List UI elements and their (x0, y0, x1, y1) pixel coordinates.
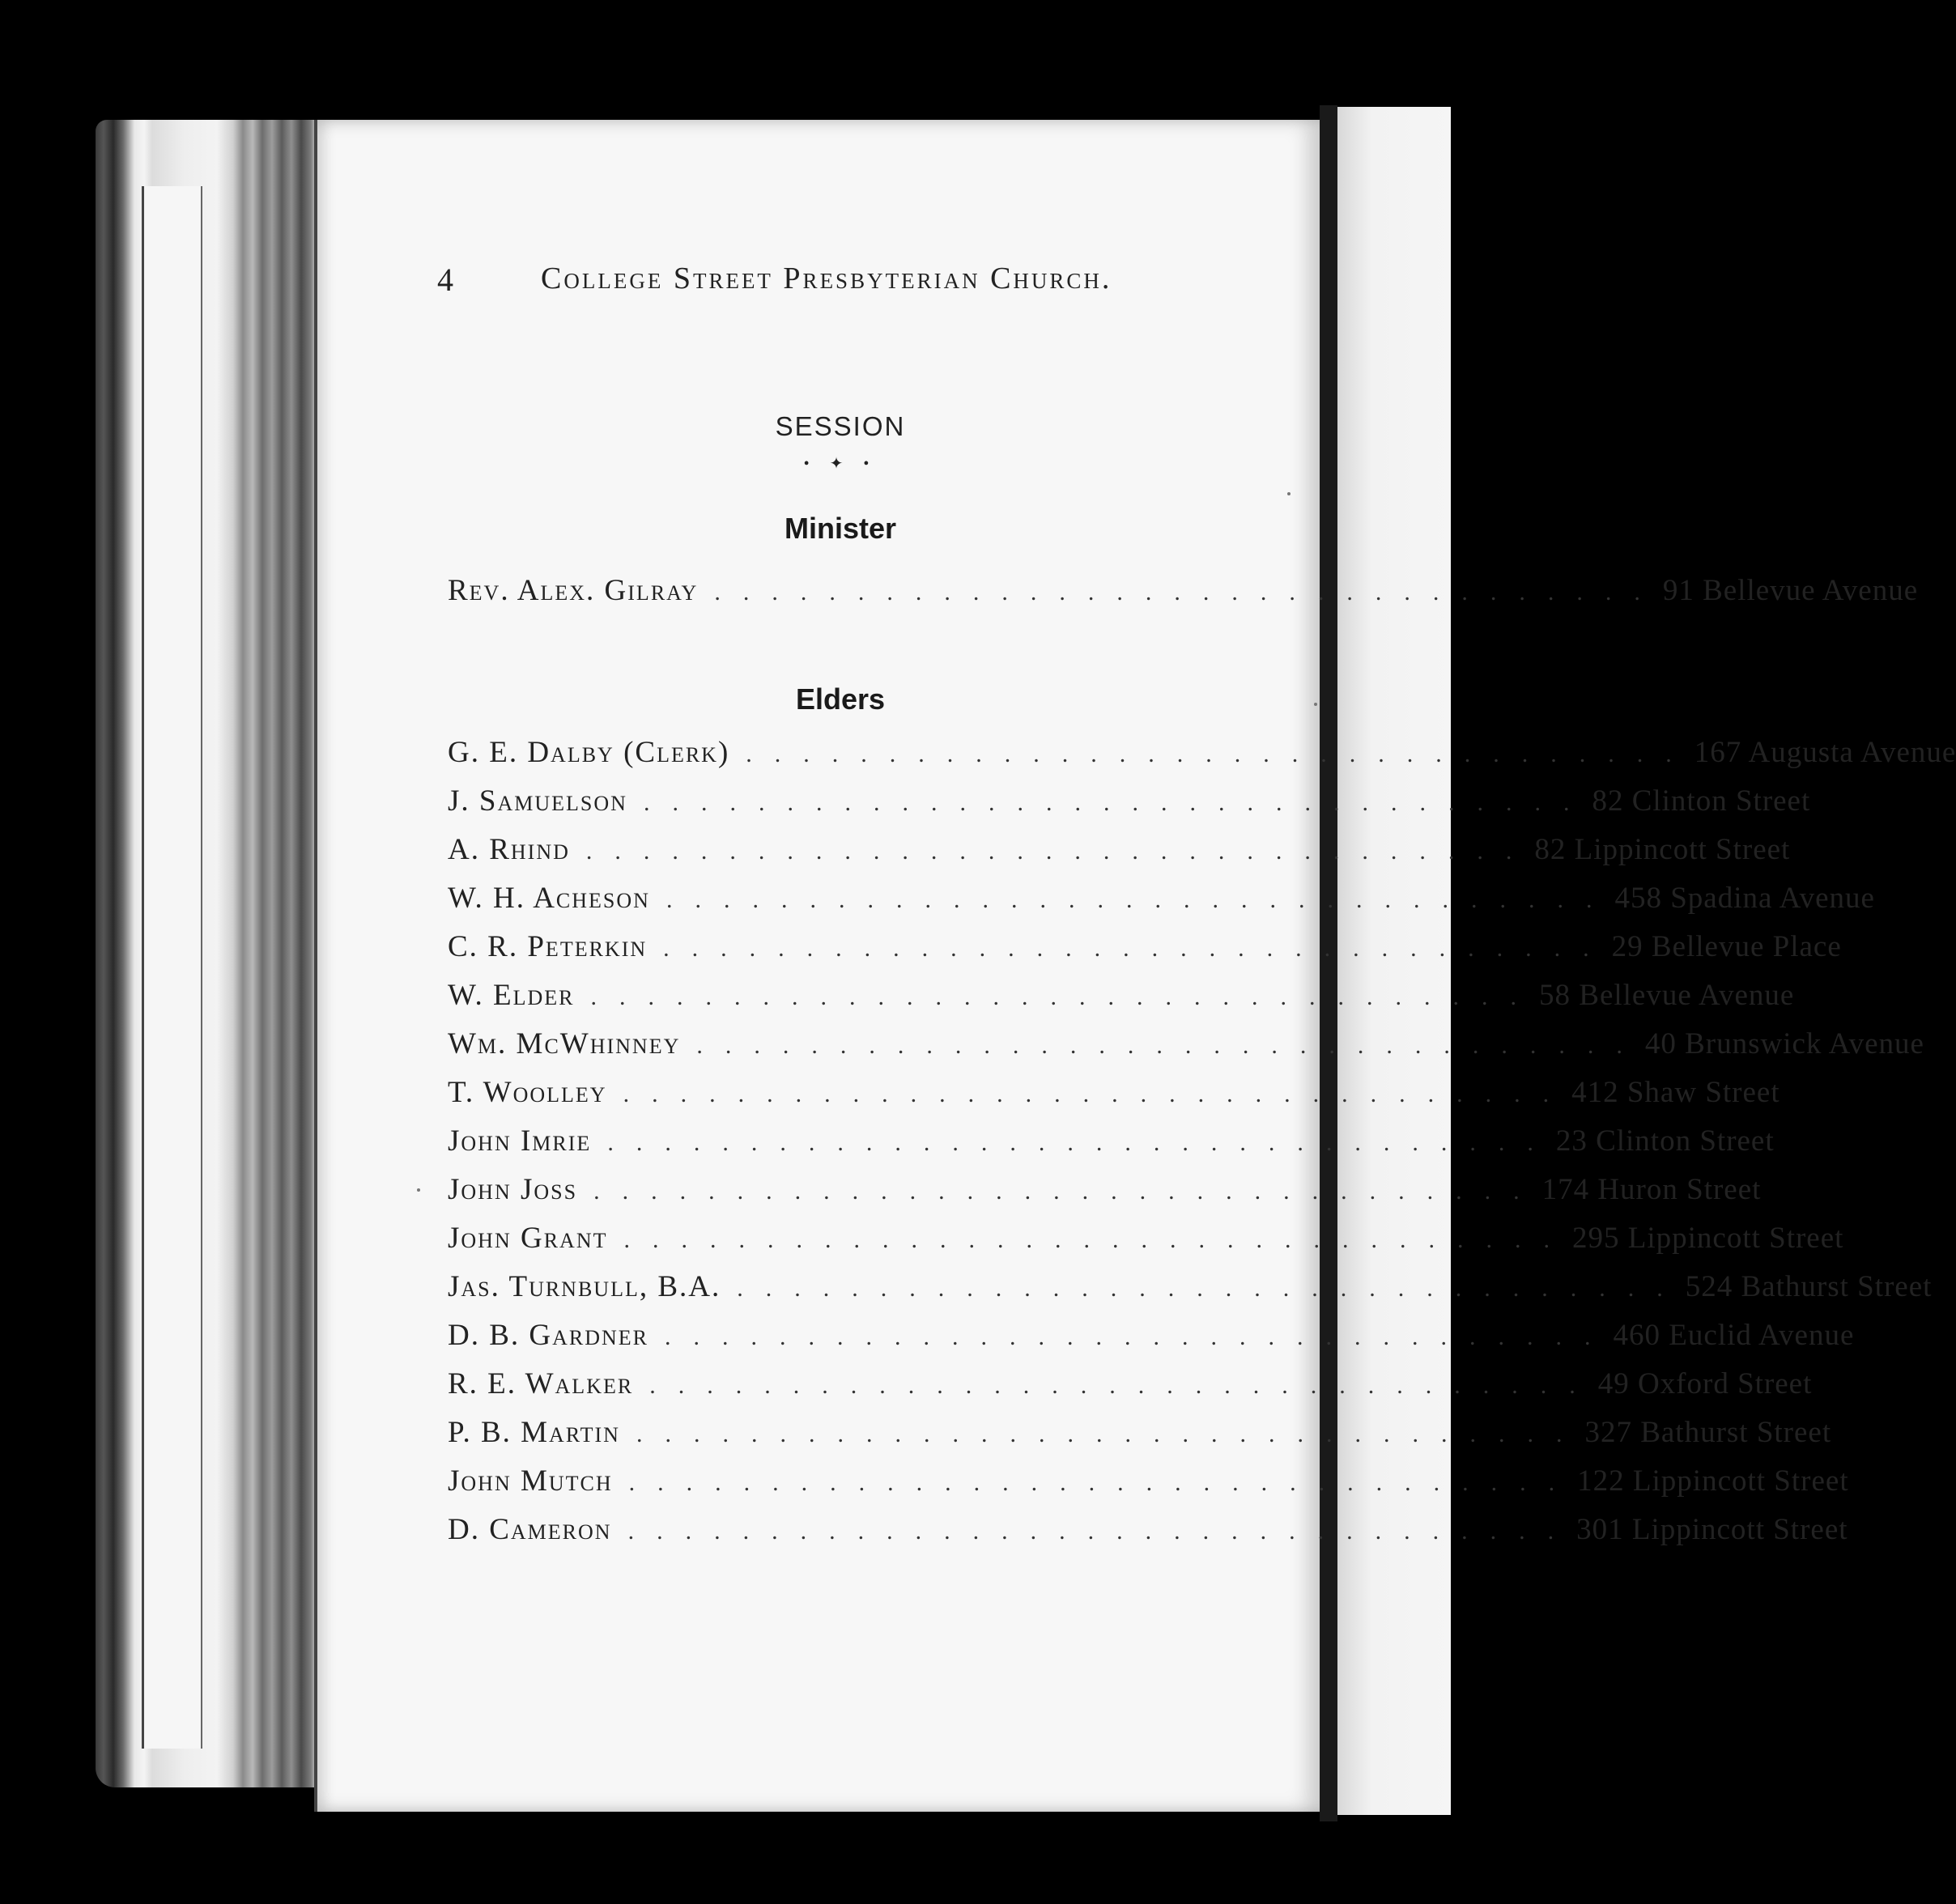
elder-entry (448, 1172, 1762, 1214)
book-page-edge-strip (142, 186, 202, 1749)
book-page-edges (96, 120, 316, 1787)
entry-address: 58 Bellevue Avenue (1539, 979, 1795, 1012)
elders-heading: Elders (795, 682, 886, 716)
entry-address: 458 Spadina Avenue (1614, 882, 1875, 915)
entry-address: 23 Clinton Street (1555, 1124, 1775, 1158)
entry-name: John Imrie (448, 1124, 592, 1158)
session-heading: SESSION (775, 411, 906, 441)
dot-leader: ................................. (665, 886, 1615, 913)
entry-name: J. Samuelson (448, 784, 627, 818)
entry-name: D. Cameron (448, 1513, 612, 1546)
dot-leader: ................................. (636, 1421, 1585, 1447)
elder-entry (448, 929, 1842, 971)
dot-leader: ................................. (714, 579, 1663, 606)
elder-entry (448, 832, 1791, 874)
dot-leader: ................................. (696, 1032, 1645, 1059)
dot-leader: ................................. (623, 1226, 1572, 1253)
entry-address: 40 Brunswick Avenue (1644, 1027, 1924, 1060)
dot-leader: ................................. (737, 1275, 1686, 1302)
elder-entry (448, 784, 1811, 826)
elder-entry (448, 881, 1875, 923)
entry-address: 327 Bathurst Street (1584, 1416, 1832, 1449)
entry-address: 524 Bathurst Street (1685, 1270, 1933, 1303)
dot-leader: ................................. (593, 1178, 1542, 1205)
entry-name: R. E. Walker (448, 1367, 634, 1400)
minister-heading: Minister (784, 512, 897, 545)
elder-entry (448, 1366, 1813, 1409)
entry-address: 301 Lippincott Street (1576, 1513, 1848, 1546)
entry-name: W. H. Acheson (448, 882, 650, 915)
paper-speck (1287, 492, 1291, 495)
page-number: 4 (437, 261, 453, 298)
elder-entry (448, 1464, 1849, 1506)
paper-speck (1314, 703, 1317, 706)
running-head (437, 261, 1231, 309)
entry-address: 49 Oxford Street (1597, 1367, 1813, 1400)
entry-name: P. B. Martin (448, 1416, 620, 1449)
entry-name: T. Woolley (448, 1076, 607, 1109)
elder-entry (448, 1075, 1780, 1117)
dot-leader: ................................. (585, 838, 1535, 865)
dot-leader: ................................. (643, 789, 1592, 816)
elder-entry (448, 1512, 1848, 1554)
entry-address: 412 Shaw Street (1571, 1076, 1780, 1109)
entry-name: Wm. McWhinney (448, 1027, 681, 1060)
elder-entry (448, 978, 1795, 1020)
dot-leader: ................................. (665, 1324, 1614, 1350)
elder-entry (448, 1318, 1855, 1360)
entry-address: 460 Euclid Avenue (1613, 1319, 1855, 1352)
elder-entry (448, 1415, 1832, 1457)
entry-name: C. R. Peterkin (448, 930, 648, 963)
dot-leader: ................................. (746, 741, 1694, 767)
entry-address: 82 Lippincott Street (1534, 833, 1791, 866)
dot-leader: ................................. (623, 1081, 1572, 1107)
entry-address: 174 Huron Street (1541, 1173, 1762, 1206)
entry-address: 91 Bellevue Avenue (1662, 574, 1919, 607)
entry-name: John Joss (448, 1173, 578, 1206)
entry-address: 122 Lippincott Street (1577, 1464, 1849, 1498)
minister-entry (448, 573, 1919, 615)
dot-leader: ................................. (590, 984, 1540, 1010)
entry-name: Jas. Turnbull, B.A. (448, 1270, 721, 1303)
dot-leader: ................................. (649, 1372, 1598, 1399)
elder-entry (448, 1221, 1844, 1263)
entry-name: D. B. Gardner (448, 1319, 649, 1352)
elder-entry (448, 1026, 1924, 1069)
ornament: • ✦ • (803, 455, 878, 473)
dot-leader: ................................. (627, 1518, 1577, 1545)
entry-name: A. Rhind (448, 833, 570, 866)
entry-name: Rev. Alex. Gilray (448, 574, 699, 607)
entry-name: John Grant (448, 1222, 608, 1255)
elder-entry (448, 1124, 1775, 1166)
running-head-title: College Street Presbyterian Church. (541, 261, 1112, 295)
entry-address: 82 Clinton Street (1592, 784, 1811, 818)
dot-leader: ................................. (607, 1129, 1556, 1156)
entry-address: 295 Lippincott Street (1571, 1222, 1844, 1255)
entry-name: John Mutch (448, 1464, 613, 1498)
elder-entry (448, 1269, 1933, 1311)
book-gutter (1320, 105, 1337, 1821)
elder-entry (448, 735, 1956, 777)
entry-name: G. E. Dalby (Clerk) (448, 736, 730, 769)
dot-leader: ................................. (663, 935, 1612, 962)
entry-address: 167 Augusta Avenue (1694, 736, 1956, 769)
dot-leader: ................................. (628, 1469, 1578, 1496)
paper-speck (417, 1188, 420, 1192)
entry-address: 29 Bellevue Place (1611, 930, 1842, 963)
entry-name: W. Elder (448, 979, 575, 1012)
